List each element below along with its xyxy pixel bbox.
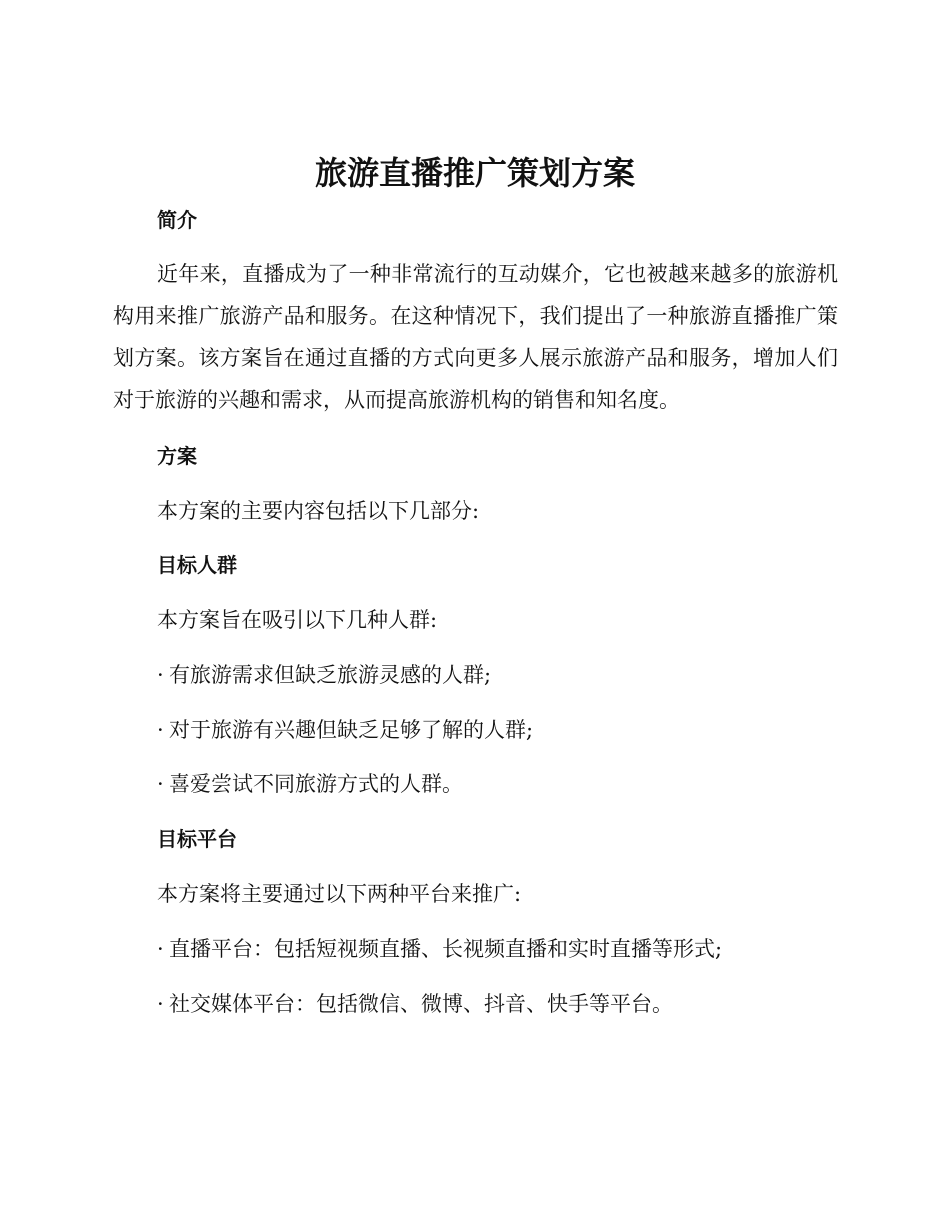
bullet-icon: ·: [157, 663, 164, 687]
section-heading-intro: 简介: [157, 208, 197, 232]
document-title: 旅游直播推广策划方案: [314, 154, 635, 192]
platform-intro-text: 本方案将主要通过以下两种平台来推广:: [157, 882, 522, 906]
list-item: [157, 715, 533, 745]
bullet-icon: ·: [157, 992, 164, 1016]
list-item: [157, 660, 491, 690]
audience-intro-text: 本方案旨在吸引以下几种人群:: [157, 608, 438, 632]
bullet-icon: ·: [157, 937, 164, 961]
section-heading-platform: 目标平台: [157, 827, 237, 851]
list-item-text: 直播平台：包括短视频直播、长视频直播和实时直播等形式;: [169, 937, 723, 961]
list-item-text: 对于旅游有兴趣但缺乏足够了解的人群;: [169, 718, 534, 742]
list-item: [157, 989, 673, 1019]
list-item-text: 喜爱尝试不同旅游方式的人群。: [169, 772, 463, 796]
intro-paragraph: 近年来，直播成为了一种非常流行的互动媒介，它也被越来越多的旅游机构用来推广旅游产品和服务。在这种情况下，我们提出了一种旅游直播推广策划方案。该方案旨在通过直播的方式向更多人展示旅游产品和服务，增加人们对于旅游的兴趣和需求，从而提高旅游机构的销售和知名度。: [113, 262, 838, 412]
list-item: [157, 934, 722, 964]
section-heading-plan: 方案: [157, 444, 197, 468]
section-heading-audience: 目标人群: [157, 553, 237, 577]
list-item-text: 有旅游需求但缺乏旅游灵感的人群;: [169, 663, 492, 687]
bullet-icon: ·: [157, 718, 164, 742]
plan-intro-text: 本方案的主要内容包括以下几部分:: [157, 499, 480, 523]
list-item-text: 社交媒体平台：包括微信、微博、抖音、快手等平台。: [169, 992, 673, 1016]
bullet-icon: ·: [157, 772, 164, 796]
list-item: [157, 769, 463, 799]
